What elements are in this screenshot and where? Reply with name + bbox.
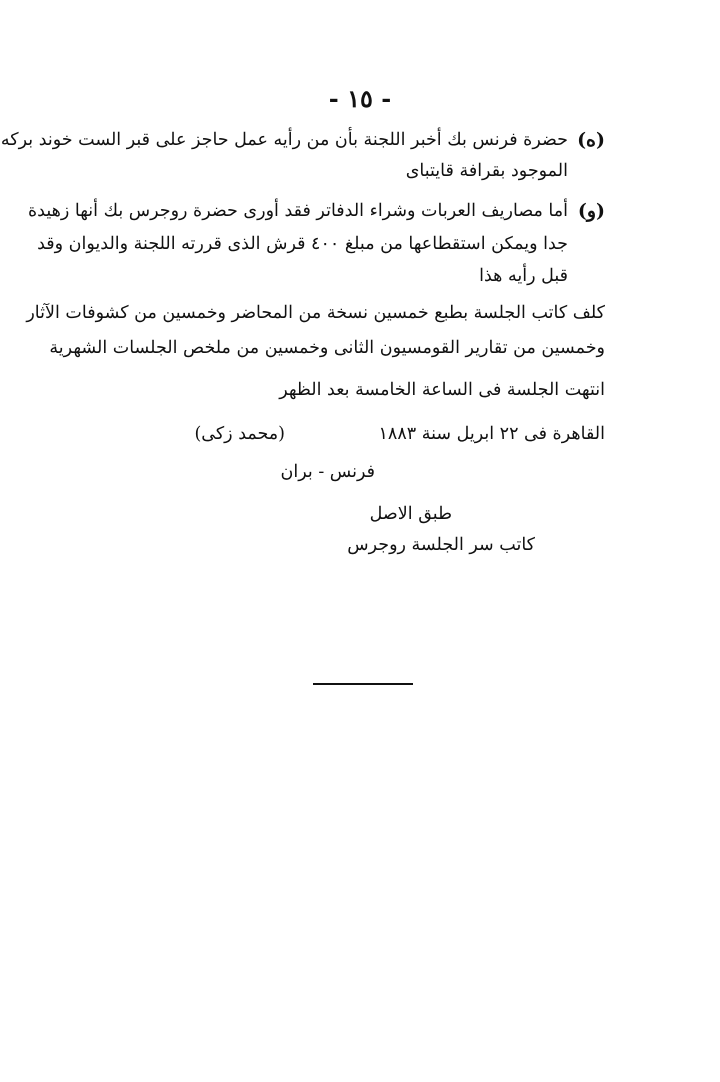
- item-w-line-3: قبل رأيه هذا: [479, 266, 568, 286]
- secretary-signature: كاتب سر الجلسة روجرس: [347, 535, 535, 555]
- item-w-line-2: جدا ويمكن استقطاعها من مبلغ ٤٠٠ قرش الذى قررته اللجنة والديوان وقد: [37, 234, 568, 254]
- signatories-names: فرنس - بران: [280, 462, 375, 482]
- bottom-rule: [313, 683, 413, 685]
- clerk-line-1: كلف كاتب الجلسة بطبع خمسين نسخة من المحاضر وخمسين من كشوفات الآثار: [26, 303, 605, 323]
- signatory-zaki: (محمد زكى): [194, 424, 285, 444]
- closing-line: انتهت الجلسة فى الساعة الخامسة بعد الظهر: [279, 380, 605, 400]
- item-w-line-1: أما مصاريف العربات وشراء الدفاتر فقد أورى حضرة روجرس بك أنها زهيدة: [28, 201, 568, 221]
- item-w-marker: (و): [577, 200, 605, 222]
- date-line: القاهرة فى ٢٢ ابريل سنة ١٨٨٣: [378, 424, 605, 444]
- certification: طبق الاصل: [369, 504, 452, 524]
- item-h-line-2: الموجود بقرافة قايتباى: [405, 161, 568, 181]
- item-h-line-1: حضرة فرنس بك أخبر اللجنة بأن من رأيه عمل حاجز على قبر الست خوند بركه: [0, 130, 568, 150]
- page-number: - ١٥ -: [328, 84, 392, 113]
- item-h-marker: (ه): [577, 129, 605, 151]
- clerk-line-2: وخمسين من تقارير القومسيون الثانى وخمسين من ملخص الجلسات الشهرية: [49, 338, 605, 358]
